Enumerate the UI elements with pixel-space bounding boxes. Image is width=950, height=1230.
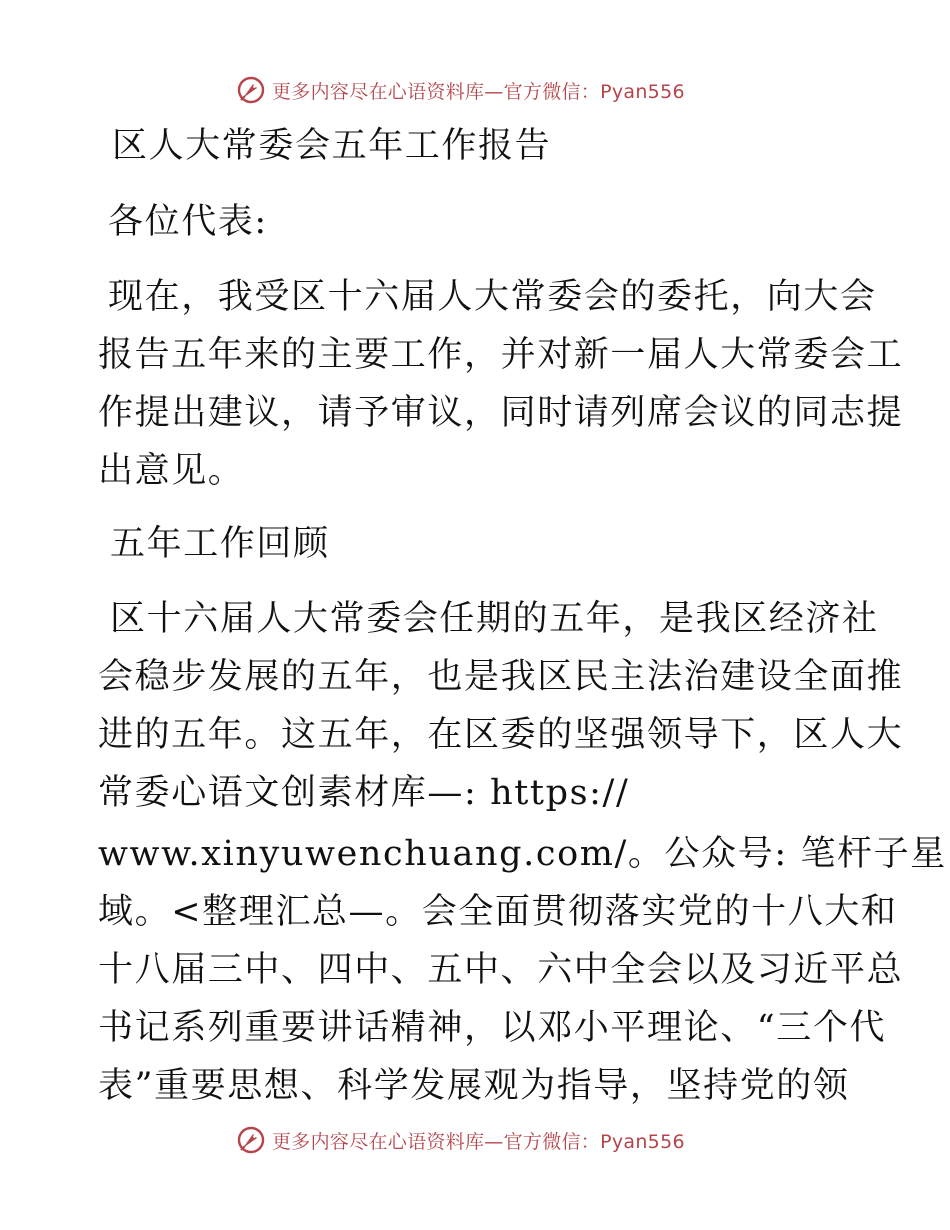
paragraph-line: 出意见。 [98, 451, 245, 491]
watermark-text-bottom: 更多内容尽在心语资料库—官方微信：Pyan556 [272, 1130, 685, 1153]
paragraph-line: www.xinyuwenchuang.com/。公众号: 笔杆子星 [98, 834, 947, 874]
paragraph-line: 进的五年。这五年，在区委的坚强领导下，区人大 [98, 715, 904, 755]
paragraph-line: 域。<整理汇总—。会全面贯彻落实党的十八大和 [98, 892, 898, 932]
paragraph-line: 会稳步发展的五年，也是我区民主法治建设全面推 [98, 657, 904, 697]
paragraph-line: 十八届三中、四中、五中、六中全会以及习近平总 [98, 950, 904, 990]
paragraph-line: 常委心语文创素材库—: https:// [98, 773, 630, 813]
watermark-text-top: 更多内容尽在心语资料库—官方微信：Pyan556 [272, 80, 685, 103]
section-heading: 五年工作回顾 [110, 524, 330, 564]
paragraph-line: 区十六届人大常委会任期的五年，是我区经济社 [110, 599, 879, 639]
pen-nib-logo-icon [236, 1125, 266, 1155]
paragraph-line: 表”重要思想、科学发展观为指导，坚持党的领 [98, 1066, 850, 1106]
document-title: 区人大常委会五年工作报告 [112, 126, 552, 166]
paragraph-line: 书记系列重要讲话精神，以邓小平理论、“三个代 [98, 1008, 887, 1048]
watermark-banner-bottom [236, 1123, 685, 1157]
greeting: 各位代表: [108, 202, 268, 242]
paragraph-line: 现在，我受区十六届人大常委会的委托，向大会 [108, 277, 877, 317]
paragraph-line: 作提出建议，请予审议，同时请列席会议的同志提 [98, 393, 904, 433]
paragraph-line: 报告五年来的主要工作，并对新一届人大常委会工 [98, 335, 904, 375]
